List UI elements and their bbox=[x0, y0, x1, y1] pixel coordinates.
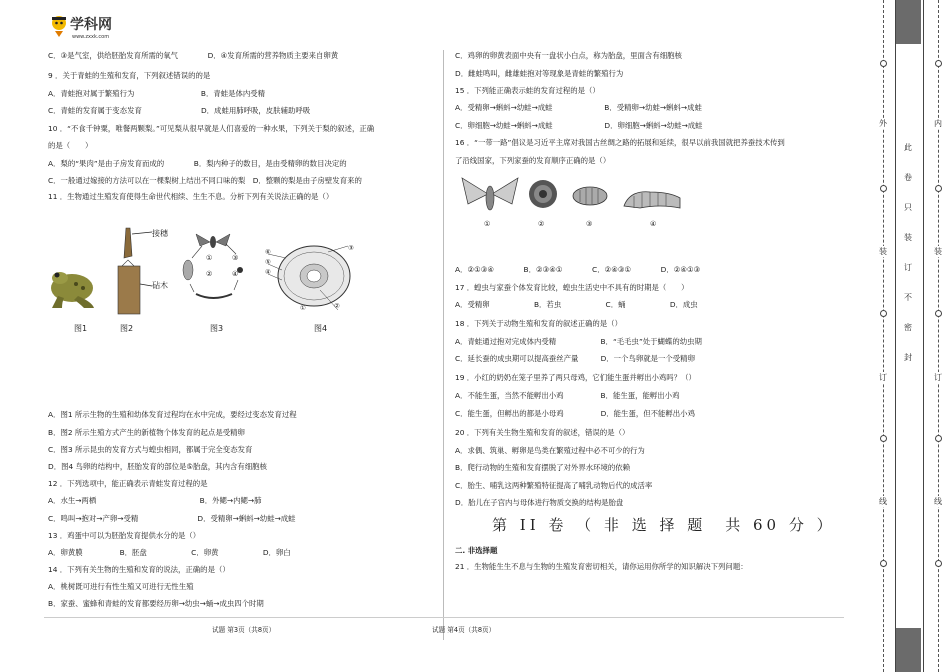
q21-stem: 21 ．生物能生生不息与生物的生殖发育密切相关，请你运用你所学的知识解决下列问题： bbox=[455, 562, 748, 571]
fig16-num: ③ bbox=[586, 220, 593, 228]
footer-left-page: 试题 第3页（共8页） bbox=[212, 626, 276, 634]
q18-option-ab: A．青蛙通过抱对完成体内受精 B．“毛毛虫”处于蝴蝶的幼虫期 bbox=[455, 337, 702, 346]
q12-option-ab: A．水生→两栖 B．外鳃→内鳃→肺 bbox=[48, 496, 262, 505]
q11-option-c: C．图3 所示昆虫的发育方式与蝗虫相同，都属于完全变态发育 bbox=[48, 445, 253, 454]
logo-mascot-icon bbox=[48, 14, 70, 38]
label-stock: 砧木 bbox=[152, 281, 168, 290]
q9-option-cd: C．青蛙的发育属于变态发育 D．成蛙用肺呼吸，皮肤辅助呼吸 bbox=[48, 106, 311, 115]
q16-options: A．②①③④ B．②③④① C．②④③① D．②④①③ bbox=[455, 265, 701, 274]
binding-strip bbox=[895, 0, 924, 672]
q17-stem: 17 ．蝗虫与家蚕个体发育比较，蝗虫生活史中不具有的时期是（ ） bbox=[455, 283, 689, 292]
fig4-num: ② bbox=[334, 302, 340, 310]
binding-gray-block-top bbox=[896, 0, 921, 44]
footer-right-page: 试题 第4页（共8页） bbox=[432, 626, 496, 634]
frog-illustration bbox=[48, 258, 96, 310]
q20-option-b: B．爬行动物的生殖和发育摆脱了对外界水环境的依赖 bbox=[455, 463, 631, 472]
q20-option-d: D．胎儿在子宫内与母体进行物质交换的结构是胎盘 bbox=[455, 498, 624, 507]
silkworm-larva-illustration bbox=[620, 178, 684, 218]
q19-option-ab: A．不能生蛋，当然不能孵出小鸡 B．能生蛋，能孵出小鸡 bbox=[455, 391, 680, 400]
q12-option-cd: C．鸣叫→抱对→产卵→受精 D．受精卵→蝌蚪→幼蛙→成蛙 bbox=[48, 514, 296, 523]
strip-char: 只 bbox=[904, 203, 912, 212]
fig4-num: ⑥ bbox=[265, 248, 271, 256]
strip-char: 封 bbox=[904, 353, 912, 362]
q11-option-d: D．图4 鸟卵的结构中，胚胎发育的部位是⑤胎盘，其内含有细胞核 bbox=[48, 462, 267, 471]
binding-dashed-line-inner bbox=[938, 0, 939, 672]
q9-stem: 9 ．关于青蛙的生殖和发育，下列叙述错误的的是 bbox=[48, 71, 211, 80]
inner-line-char: 装 bbox=[934, 247, 942, 256]
q17-options: A．受精卵 B．若虫 C．蛹 D．成虫 bbox=[455, 300, 698, 309]
fig4-num: ③ bbox=[348, 244, 354, 252]
fig3-num: ① bbox=[206, 254, 213, 262]
q14-option-c: C．鸡卵的卵黄表面中央有一盘状小白点，称为胎盘，里面含有细胞核 bbox=[455, 51, 682, 60]
binding-hole-circle bbox=[880, 310, 887, 317]
q18-stem: 18 ．下列关于动物生殖和发育的叙述正确的是（） bbox=[455, 319, 622, 328]
caption-fig3: 图3 bbox=[210, 324, 224, 333]
fig4-num: ① bbox=[300, 304, 306, 312]
strip-char: 装 bbox=[904, 233, 912, 242]
q14-stem: 14 ．下列有关生物的生殖和发育的说法，正确的是（） bbox=[48, 565, 230, 574]
outer-line-char: 线 bbox=[879, 497, 887, 506]
binding-dashed-line-outer bbox=[883, 0, 884, 672]
label-graft: 接穗 bbox=[152, 229, 168, 238]
q15-option-ab: A．受精卵→蝌蚪→幼蛙→成蛙 B．受精卵→幼蛙→蝌蚪→成蛙 bbox=[455, 103, 702, 112]
footer-rule bbox=[44, 617, 844, 618]
binding-hole-circle bbox=[880, 185, 887, 192]
outer-line-char: 装 bbox=[879, 247, 887, 256]
binding-hole-circle bbox=[935, 560, 942, 567]
q19-option-cd: C．能生蛋，但孵出的都是小母鸡 D．能生蛋，但不能孵出小鸡 bbox=[455, 409, 695, 418]
outer-line-char: 订 bbox=[879, 373, 887, 382]
silk-eggs-illustration bbox=[528, 176, 558, 216]
q15-option-cd: C．卵细胞→幼蛙→蝌蚪→成蛙 D．卵细胞→蝌蚪→幼蛙→成蛙 bbox=[455, 121, 703, 130]
inner-line-char: 内 bbox=[934, 119, 942, 128]
q16-stem: 16 ．“一带一路”倡议是习近平主席对我国古丝绸之路的拓展和延续，很早以前我国就把养蚕技术传到 bbox=[455, 138, 785, 147]
q14-option-b: B．家蚕、蜜蜂和青蛙的发育都要经历卵→幼虫→蛹→成虫四个时期 bbox=[48, 599, 264, 608]
logo-name: 学科网 bbox=[70, 17, 112, 33]
fig3-num: ② bbox=[206, 270, 213, 278]
fig3-num: ③ bbox=[232, 254, 239, 262]
binding-gray-block-bottom bbox=[896, 628, 921, 672]
q12-stem: 12 ．下列选项中，能正确表示青蛙发育过程的是 bbox=[48, 479, 208, 488]
binding-hole-circle bbox=[935, 435, 942, 442]
binding-hole-circle bbox=[935, 60, 942, 67]
q14-option-d: D．雌蛙鸣叫，雌雄蛙抱对等现象是青蛙的繁殖行为 bbox=[455, 69, 624, 78]
q18-option-cd: C．延长蚕的成虫期可以提高蚕丝产量 D．一个鸟卵就是一个受精卵 bbox=[455, 354, 695, 363]
caption-fig2: 图2 bbox=[120, 324, 134, 333]
binding-hole-circle bbox=[935, 310, 942, 317]
q11-stem: 11 ．生物通过生殖发育使得生命世代相续、生生不息。分析下列有关说法正确的是（） bbox=[48, 192, 334, 201]
q20-stem: 20 ．下列有关生物生殖和发育的叙述，错误的是（） bbox=[455, 428, 630, 437]
q8-option-cd: C．③是气室，供给胚胎发育所需的氧气 D．④发育所需的营养物质主要来自卵黄 bbox=[48, 51, 339, 60]
q11-option-a: A．图1 所示生物的生殖和幼体发育过程均在水中完成，要经过变态发育过程 bbox=[48, 410, 297, 419]
strip-char: 订 bbox=[904, 263, 912, 272]
fig3-num: ④ bbox=[232, 270, 239, 278]
q16-stem-2: 了沿线国家，下列家蚕的发育顺序正确的是（） bbox=[455, 156, 611, 165]
insect-cycle-illustration bbox=[176, 232, 258, 306]
fig4-num: ④ bbox=[265, 268, 271, 276]
strip-char: 不 bbox=[904, 293, 912, 302]
fig16-num: ④ bbox=[650, 220, 657, 228]
q14-option-a: A．桃树既可进行有性生殖又可进行无性生殖 bbox=[48, 582, 194, 591]
binding-hole-circle bbox=[880, 435, 887, 442]
q15-stem: 15 ．下列能正确表示蛙的发育过程的是（） bbox=[455, 86, 600, 95]
q13-options: A．卵黄膜 B．胚盘 C．卵黄 D．卵白 bbox=[48, 548, 291, 557]
section2-heading: 二. 非选择题 bbox=[455, 546, 498, 555]
q11-option-b: B．图2 所示生殖方式产生的新植物个体发育的起点是受精卵 bbox=[48, 428, 245, 437]
silk-pupa-illustration bbox=[570, 184, 610, 212]
q9-option-ab: A．青蛙抱对属于繁殖行为 B．青蛙是体内受精 bbox=[48, 89, 266, 98]
logo bbox=[48, 12, 128, 46]
binding-hole-circle bbox=[935, 185, 942, 192]
q20-option-a: A．求偶、筑巢、孵卵是鸟类在繁殖过程中必不可少的行为 bbox=[455, 446, 645, 455]
fig16-num: ① bbox=[484, 220, 491, 228]
q10-stem-2: 的是（ ） bbox=[48, 141, 93, 150]
strip-char: 此 bbox=[904, 143, 912, 152]
graft-illustration bbox=[108, 226, 178, 316]
q10-stem: 10 ．“不食千钟粟，唯餐两颗梨。”可见梨从很早就是人们喜爱的一种水果，下列关于梨的叙述，正确 bbox=[48, 124, 375, 133]
inner-line-char: 线 bbox=[934, 497, 942, 506]
q13-stem: 13 ．鸡蛋中可以为胚胎发育提供水分的是（） bbox=[48, 531, 201, 540]
q10-option-cd: C．一般通过嫁接的方法可以在一棵梨树上结出不同口味的梨 D．整颗的梨是由子房壁发育来的 bbox=[48, 176, 362, 185]
q10-option-ab: A．梨的“果肉”是由子房发育而成的 B．梨内种子的数目，是由受精卵的数目决定的 bbox=[48, 159, 347, 168]
section2-title: 第 II 卷 （ 非 选 择 题 共 60 分 ） bbox=[492, 516, 836, 534]
fig4-num: ⑤ bbox=[265, 258, 271, 266]
q20-option-c: C．胎生、哺乳这两种繁殖特征提高了哺乳动物后代的成活率 bbox=[455, 481, 653, 490]
caption-fig1: 图1 bbox=[74, 324, 88, 333]
strip-char: 卷 bbox=[904, 173, 912, 182]
inner-line-char: 订 bbox=[934, 373, 942, 382]
caption-fig4: 图4 bbox=[314, 324, 328, 333]
strip-char: 密 bbox=[904, 323, 912, 332]
fig16-num: ② bbox=[538, 220, 545, 228]
silk-moth-illustration bbox=[458, 174, 522, 220]
binding-hole-circle bbox=[880, 560, 887, 567]
binding-hole-circle bbox=[880, 60, 887, 67]
column-divider bbox=[443, 50, 444, 640]
outer-line-char: 外 bbox=[879, 119, 887, 128]
logo-url: www.zxxk.com bbox=[72, 34, 110, 40]
q19-stem: 19 ．小红的奶奶在笼子里养了两只母鸡，它们能生蛋并孵出小鸡吗？（） bbox=[455, 373, 696, 382]
